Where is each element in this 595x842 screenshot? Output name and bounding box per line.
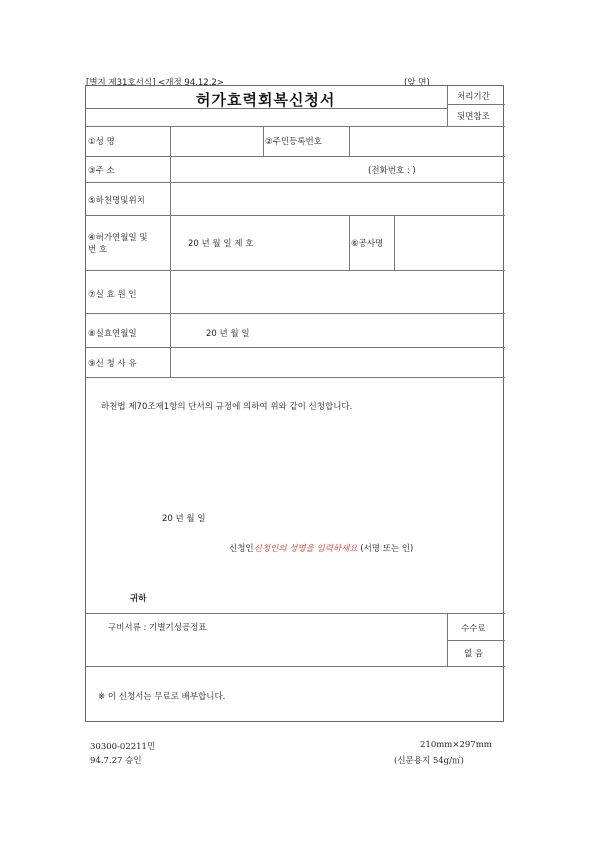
rule (349, 215, 350, 270)
rule (86, 126, 505, 127)
rule (349, 126, 350, 156)
permit-number-label: 번 호 (88, 245, 108, 255)
rule (447, 104, 505, 105)
statement-text: 하천법 제70조제1항의 단서의 규정에 의하여 위와 같이 신청합니다. (101, 402, 353, 412)
approval-date: 94.7.27 승인 (90, 756, 142, 766)
form-number: [별지 제31호서식] <개정 94.12.2> (86, 78, 224, 88)
rule (86, 270, 505, 271)
rule (86, 613, 505, 614)
paper-type: (신문용지 54g/㎡) (394, 756, 464, 766)
fee-label: 수수료 (461, 624, 486, 634)
paper-size: 210mm×297mm (420, 740, 492, 750)
rule (86, 313, 505, 314)
addressee-text: 귀하 (130, 594, 147, 604)
rule (86, 666, 505, 667)
rule (86, 156, 505, 157)
name-label: ①성 명 (88, 137, 115, 147)
applicant-label: 신청인 (229, 544, 254, 554)
name-input[interactable] (172, 128, 261, 154)
free-distribution-notice: ※ 이 신청서는 무료로 배부합니다. (98, 692, 226, 702)
phone-label: (전화번호 : ) (368, 166, 416, 176)
address-label: ③주 소 (88, 166, 115, 176)
invalidation-date-label: ⑧실효연월일 (88, 329, 137, 339)
form-code: 30300-02211민 (90, 742, 156, 752)
rule (86, 377, 505, 378)
construction-name-input[interactable] (396, 217, 502, 268)
rule (447, 86, 448, 126)
invalidation-cause-label: ⑦실 효 원 인 (88, 290, 137, 300)
rule (86, 182, 505, 183)
river-location-label: ⑤하천명및위치 (88, 196, 145, 206)
fee-value: 없 음 (464, 649, 484, 659)
apply-reason-label: ⑨신 청 사 유 (88, 359, 137, 369)
applicant-line (229, 542, 413, 554)
rule (394, 215, 395, 270)
construction-name-label: ⑥공사명 (351, 239, 384, 249)
form-title: 허가효력회복신청서 (196, 91, 336, 109)
processing-period-value: 뒷면참조 (457, 112, 490, 122)
application-form (85, 85, 504, 722)
page-side: (앞 면) (404, 78, 430, 88)
rule (447, 640, 505, 641)
rule (86, 347, 505, 348)
invalidation-cause-input[interactable] (172, 272, 502, 311)
rule (263, 126, 264, 156)
permit-date-value[interactable]: 20 년 월 일 제 호 (188, 239, 254, 249)
signature-note: (서명 또는 인) (357, 544, 414, 554)
processing-period-label: 처리기간 (457, 92, 490, 102)
address-input[interactable] (172, 158, 362, 180)
applicant-name-input[interactable]: 신청인의 성명을 입력하세요 (253, 544, 358, 554)
rule (86, 215, 505, 216)
permit-date-label: ④허가연월일 및 (88, 233, 148, 243)
required-documents-label: 구비서류 : 기별기성공정표 (108, 623, 207, 633)
application-date[interactable]: 20 년 월 일 (162, 514, 206, 524)
apply-reason-input[interactable] (172, 349, 502, 375)
river-location-input[interactable] (172, 184, 502, 213)
rule (447, 613, 448, 666)
invalidation-date-value[interactable]: 20 년 월 일 (206, 329, 250, 339)
resident-number-input[interactable] (351, 128, 501, 154)
rule (170, 126, 171, 377)
resident-number-label: ②주민등록번호 (265, 137, 322, 147)
